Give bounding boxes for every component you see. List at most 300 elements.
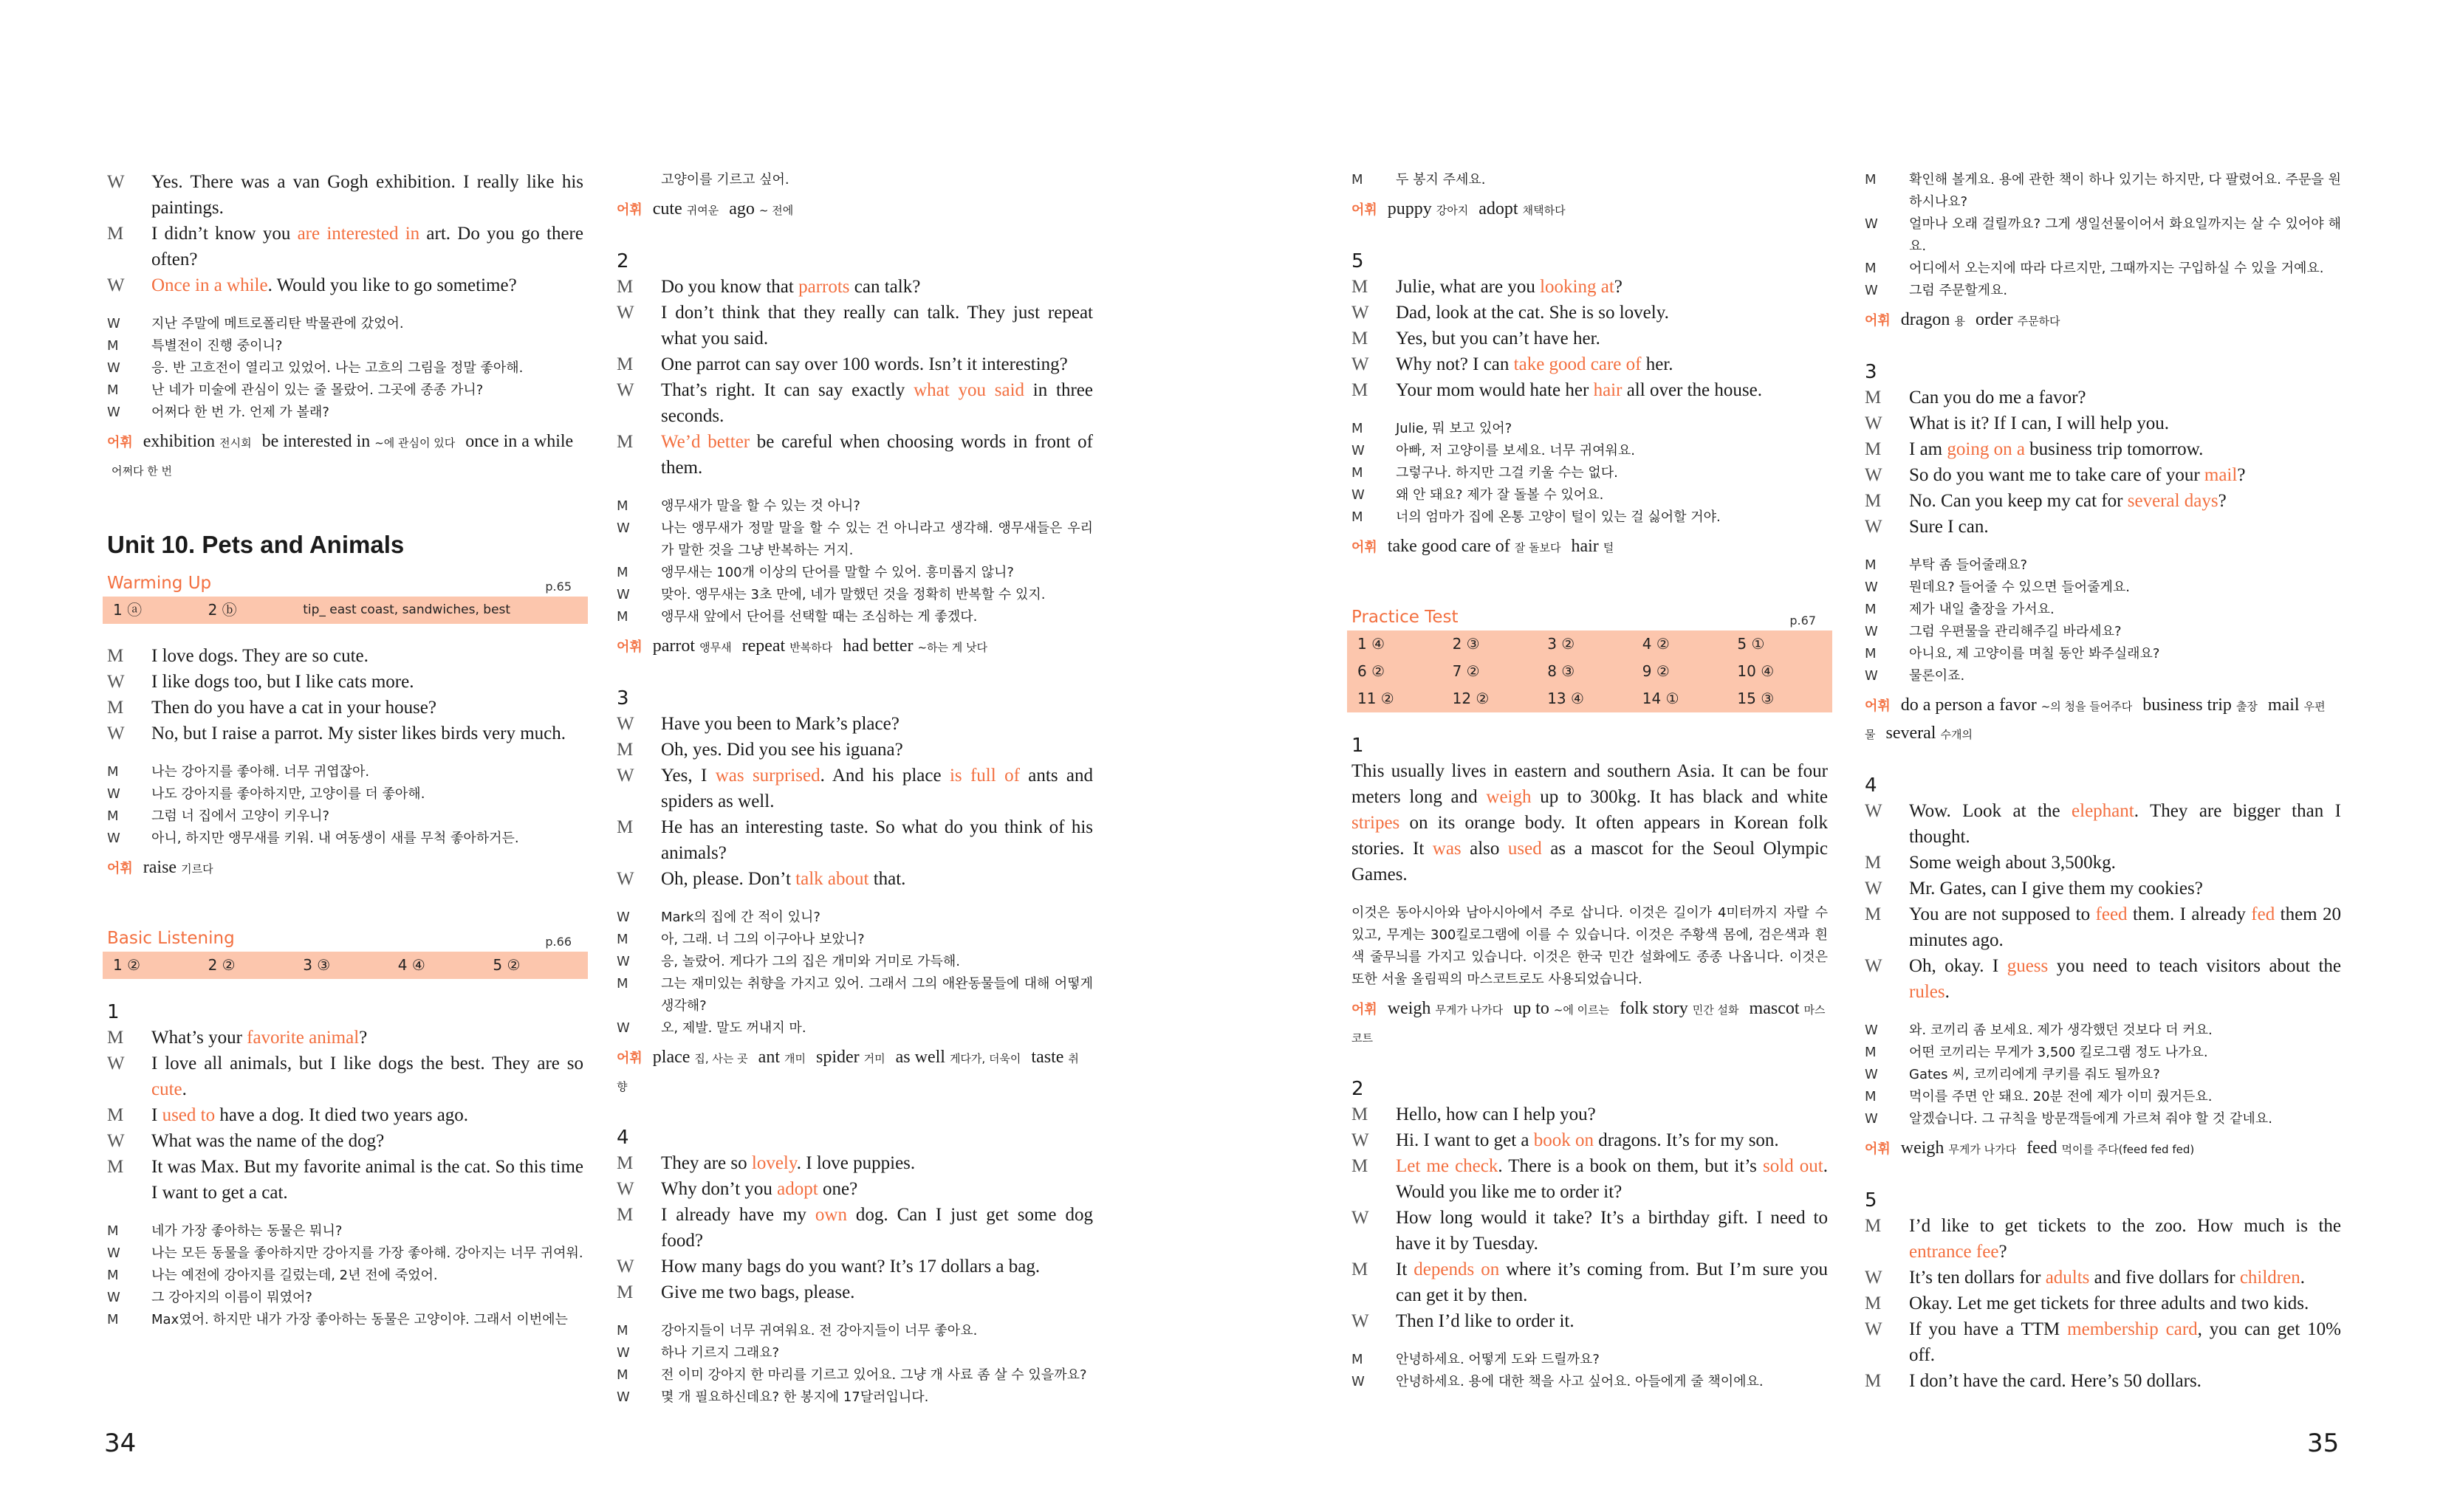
vocab-meaning: 주문하다 bbox=[2017, 315, 2060, 328]
speaker-label: W bbox=[617, 520, 630, 536]
question-number: 1 bbox=[107, 1001, 120, 1023]
dialogue-line bbox=[107, 1051, 583, 1102]
translation-line bbox=[107, 335, 583, 357]
dialogue-line bbox=[1865, 798, 2341, 850]
highlighted-phrase: are interested in bbox=[297, 224, 420, 244]
speaker-label: W bbox=[617, 380, 634, 400]
vocab-word: order bbox=[1975, 310, 2013, 329]
dialogue-text bbox=[661, 866, 1093, 892]
dialogue-line bbox=[617, 1279, 1093, 1305]
dialogue-text bbox=[1909, 385, 2341, 410]
dialogue-text bbox=[151, 272, 583, 298]
text-segment: He has an interesting taste. So what do you think of his animals? bbox=[661, 817, 1093, 863]
vocab-meaning: 앵무새 bbox=[699, 641, 732, 654]
vocabulary-label: 어휘 bbox=[107, 861, 133, 876]
dialogue-text bbox=[151, 1154, 583, 1206]
speaker-label: W bbox=[107, 360, 120, 376]
dialogue-line bbox=[617, 1150, 1093, 1176]
dialogue-text bbox=[151, 721, 583, 746]
highlighted-phrase: stripes bbox=[1351, 813, 1400, 833]
translation-line bbox=[1351, 440, 1828, 462]
dialogue-block bbox=[617, 711, 1093, 892]
speaker-label: M bbox=[1865, 172, 1877, 188]
text-segment: That’s right. It can say exactly bbox=[661, 380, 914, 400]
text-segment: I’d like to get tickets to the zoo. How much is the bbox=[1909, 1216, 2341, 1236]
translation-line bbox=[1865, 169, 2341, 213]
page-number-left: 34 bbox=[104, 1429, 137, 1458]
translation-line bbox=[107, 1220, 583, 1243]
speaker-label: W bbox=[1865, 879, 1882, 898]
text-segment: What’s your bbox=[151, 1028, 247, 1048]
vocab-word: as well bbox=[895, 1048, 945, 1067]
highlighted-phrase: was bbox=[1432, 839, 1462, 859]
vocab-word: several bbox=[1885, 724, 1936, 743]
translation-line bbox=[617, 973, 1093, 1017]
translation-line bbox=[617, 929, 1093, 951]
translation-line bbox=[1865, 280, 2341, 302]
speaker-label: M bbox=[1865, 261, 1877, 276]
speaker-label: M bbox=[1865, 602, 1877, 617]
speaker-label: M bbox=[1865, 1089, 1877, 1104]
speaker-label: M bbox=[1351, 1260, 1368, 1279]
answer-cell: 2 ⓑ bbox=[208, 601, 237, 619]
translation-block bbox=[1865, 1020, 2341, 1130]
translation-line bbox=[1865, 577, 2341, 599]
text-segment: They are so bbox=[661, 1153, 752, 1173]
vocabulary-list bbox=[1351, 196, 1828, 224]
speaker-label: W bbox=[617, 587, 630, 602]
dialogue-text bbox=[661, 1150, 1093, 1176]
vocab-word: taste bbox=[1031, 1048, 1064, 1067]
vocab-meaning: ~하는 게 낫다 bbox=[917, 641, 988, 654]
translation-text: 응, 놀랐어. 게다가 그의 집은 개미와 거미로 가득해. bbox=[661, 954, 960, 969]
vocab-meaning: ~에 이르는 bbox=[1553, 1003, 1610, 1017]
dialogue-line bbox=[107, 1025, 583, 1051]
text-segment: Mr. Gates, can I give them my cookies? bbox=[1909, 879, 2203, 898]
dialogue-line bbox=[107, 643, 583, 669]
dialogue-text bbox=[1396, 300, 1828, 326]
speaker-label: M bbox=[107, 338, 119, 354]
vocab-word: mail bbox=[2267, 695, 2300, 715]
translation-text: 맞아. 앵무새는 3초 만에, 네가 말했던 것을 정확히 반복할 수 있지. bbox=[661, 587, 1046, 602]
speaker-label: M bbox=[107, 1312, 119, 1327]
highlighted-phrase: take good care of bbox=[1513, 354, 1642, 374]
dialogue-line bbox=[617, 274, 1093, 300]
vocab-word: mascot bbox=[1749, 999, 1800, 1018]
speaker-label: M bbox=[617, 609, 628, 625]
translation-block bbox=[1351, 418, 1828, 529]
translation-text: 앵무새 앞에서 단어를 선택할 때는 조심하는 게 좋겠다. bbox=[661, 609, 978, 625]
dialogue-line bbox=[617, 377, 1093, 429]
dialogue-text bbox=[1909, 1368, 2341, 1394]
answer-cell: 5 ① bbox=[1737, 635, 1765, 653]
translation-line bbox=[1865, 554, 2341, 577]
text-segment: It’s ten dollars for bbox=[1909, 1268, 2046, 1288]
speaker-label: W bbox=[107, 724, 125, 743]
translation-text: 얼마나 오래 걸릴까요? 그게 생일선물이어서 화요일까지는 살 수 있어야 해요. bbox=[1909, 216, 2341, 254]
vocab-meaning: 기르다 bbox=[181, 862, 213, 876]
dialogue-line bbox=[1865, 488, 2341, 514]
text-segment: up to 300kg. It has black and white bbox=[1531, 787, 1828, 807]
vocabulary-list bbox=[1351, 995, 1828, 1051]
highlighted-phrase: what you said bbox=[914, 380, 1025, 400]
dialogue-line bbox=[1351, 326, 1828, 351]
vocabulary-list bbox=[617, 633, 1093, 661]
vocab-meaning: ~에 관심이 있다 bbox=[374, 436, 456, 450]
dialogue-line bbox=[1351, 1257, 1828, 1308]
page-reference: p.65 bbox=[545, 580, 572, 594]
dialogue-text bbox=[1396, 1153, 1828, 1205]
translation-line bbox=[1865, 213, 2341, 258]
dialogue-line bbox=[1865, 1316, 2341, 1368]
vocab-word: had better bbox=[843, 636, 914, 656]
dialogue-text bbox=[151, 1051, 583, 1102]
vocab-meaning: 무게가 나가다 bbox=[1948, 1143, 2017, 1156]
speaker-label: M bbox=[617, 1282, 634, 1302]
translation-line bbox=[107, 783, 583, 805]
dialogue-text bbox=[1909, 514, 2341, 540]
highlighted-phrase: cute bbox=[151, 1079, 182, 1099]
highlighted-phrase: adults bbox=[2045, 1268, 2090, 1288]
translation-line bbox=[617, 951, 1093, 973]
vocabulary-label: 어휘 bbox=[1865, 313, 1891, 329]
speaker-label: W bbox=[1865, 1319, 1882, 1339]
question-number: 1 bbox=[1351, 735, 1364, 757]
text-segment: I am bbox=[1909, 439, 1947, 459]
translation-line bbox=[1865, 258, 2341, 280]
speaker-label: W bbox=[1865, 1268, 1882, 1288]
answer-cell: 8 ③ bbox=[1547, 662, 1575, 680]
speaker-label: W bbox=[1865, 668, 1878, 684]
vocabulary-label: 어휘 bbox=[617, 639, 643, 655]
vocabulary-label: 어휘 bbox=[617, 202, 643, 218]
vocab-meaning: 민간 설화 bbox=[1692, 1003, 1739, 1017]
text-segment: Give me two bags, please. bbox=[661, 1282, 855, 1302]
highlighted-phrase: hair bbox=[1593, 380, 1623, 400]
translation-text: 와. 코끼리 좀 보세요. 제가 생각했던 것보다 더 커요. bbox=[1909, 1023, 2213, 1038]
text-segment: Then do you have a cat in your house? bbox=[151, 698, 436, 718]
dialogue-line bbox=[1351, 300, 1828, 326]
answer-key-section bbox=[1351, 607, 1828, 712]
text-segment: How many bags do you want? It’s 17 dollars a bag. bbox=[661, 1257, 1041, 1276]
translation-line bbox=[1865, 1086, 2341, 1108]
dialogue-line bbox=[107, 1128, 583, 1154]
translation-line bbox=[1865, 643, 2341, 665]
dialogue-line bbox=[107, 169, 583, 221]
translation-text: 나도 강아지를 좋아하지만, 고양이를 더 좋아해. bbox=[151, 786, 425, 802]
dialogue-text bbox=[1909, 901, 2341, 953]
vocabulary-label: 어휘 bbox=[1865, 698, 1891, 714]
speaker-label: M bbox=[107, 224, 124, 244]
vocabulary-list bbox=[1865, 1135, 2341, 1163]
translation-line bbox=[1865, 1042, 2341, 1064]
vocab-meaning: 잘 돌보다 bbox=[1514, 541, 1561, 554]
dialogue-line bbox=[617, 737, 1093, 763]
dialogue-text bbox=[1909, 436, 2341, 462]
speaker-label: W bbox=[107, 1054, 125, 1073]
answer-cell: 13 ④ bbox=[1547, 690, 1584, 707]
translation-line bbox=[617, 584, 1093, 606]
text-segment: as a mascot for the Seoul Olympic Games. bbox=[1351, 839, 1828, 884]
translation-text: 아, 그래. 너 그의 이구아나 보았니? bbox=[661, 932, 865, 947]
vocab-word: raise bbox=[143, 858, 177, 877]
text-segment: Okay. Let me get tickets for three adults and two kids. bbox=[1909, 1293, 2309, 1313]
vocabulary-list bbox=[1865, 306, 2341, 334]
speaker-label: W bbox=[107, 1290, 120, 1305]
dialogue-text bbox=[661, 429, 1093, 481]
vocab-meaning: 먹이를 주다(feed fed fed) bbox=[2061, 1143, 2195, 1156]
dialogue-block bbox=[1351, 1102, 1828, 1334]
vocabulary-label: 어휘 bbox=[617, 1051, 643, 1066]
speaker-label: W bbox=[617, 954, 630, 969]
text-segment: . Would you like me to order it? bbox=[1396, 1156, 1828, 1202]
question-number: 2 bbox=[617, 250, 629, 272]
translation-text: Max였어. 하지만 내가 가장 좋아하는 동물은 고양이야. 그래서 이번에는 bbox=[151, 1312, 568, 1327]
dialogue-block bbox=[1865, 1213, 2341, 1394]
speaker-label: W bbox=[1351, 443, 1365, 458]
highlighted-phrase: parrots bbox=[798, 277, 850, 297]
highlighted-phrase: children bbox=[2239, 1268, 2300, 1288]
vocab-meaning: 귀여운 bbox=[686, 204, 719, 217]
translation-line bbox=[1351, 1349, 1828, 1371]
speaker-label: W bbox=[1351, 487, 1365, 503]
dialogue-line bbox=[617, 1202, 1093, 1254]
speaker-label: W bbox=[617, 869, 634, 889]
speaker-label: M bbox=[617, 354, 634, 374]
dialogue-text bbox=[1909, 1213, 2341, 1265]
text-segment: I love all animals, but I like dogs the best. They are so bbox=[151, 1054, 583, 1073]
text-segment: Sure I can. bbox=[1909, 517, 1989, 537]
dialogue-line bbox=[1351, 1205, 1828, 1257]
speaker-label: M bbox=[1865, 1045, 1877, 1060]
dialogue-line bbox=[1351, 1153, 1828, 1205]
dialogue-line bbox=[107, 695, 583, 721]
speaker-label: M bbox=[617, 817, 634, 837]
vocab-word: dragon bbox=[1900, 310, 1950, 329]
column-2 bbox=[617, 169, 1093, 1409]
vocab-word: up to bbox=[1513, 999, 1549, 1018]
translation-text: 전 이미 강아지 한 마리를 기르고 있어요. 그냥 개 사료 좀 살 수 있을까요? bbox=[661, 1367, 1087, 1383]
text-segment: can talk? bbox=[849, 277, 921, 297]
speaker-label: M bbox=[617, 932, 628, 947]
text-segment: Yes, I bbox=[661, 766, 716, 786]
highlighted-phrase: was surprised bbox=[715, 766, 820, 786]
speaker-label: M bbox=[107, 1105, 124, 1125]
dialogue-text bbox=[151, 669, 583, 695]
vocabulary-label: 어휘 bbox=[107, 435, 133, 450]
text-segment: ? bbox=[359, 1028, 368, 1048]
vocab-word: cute bbox=[652, 199, 682, 219]
answer-cell: 3 ③ bbox=[303, 956, 331, 974]
answer-cell: 12 ② bbox=[1452, 690, 1490, 707]
translation-text: 뭔데요? 들어줄 수 있으면 들어줄게요. bbox=[1909, 580, 2130, 595]
translation-text: 두 봉지 주세요. bbox=[1396, 172, 1486, 188]
speaker-label: W bbox=[1865, 624, 1878, 639]
text-segment: where it’s coming from. But I’m sure you can get it by then. bbox=[1396, 1260, 1829, 1305]
dialogue-text bbox=[1396, 326, 1828, 351]
dialogue-text bbox=[661, 1279, 1093, 1305]
dialogue-line bbox=[1351, 1127, 1828, 1153]
vocab-word: weigh bbox=[1387, 999, 1431, 1018]
translation-text: 왜 안 돼요? 제가 잘 돌볼 수 있어요. bbox=[1396, 487, 1604, 503]
text-segment: be careful when choosing words in front of them. bbox=[661, 432, 1093, 478]
translation-block bbox=[617, 907, 1093, 1040]
answer-cell: 14 ① bbox=[1642, 690, 1679, 707]
translation-text: Julie, 뭐 보고 있어? bbox=[1396, 421, 1512, 436]
translation-text: 먹이를 주면 안 돼요. 20분 전에 제가 이미 줬거든요. bbox=[1909, 1089, 2213, 1104]
speaker-label: W bbox=[617, 303, 634, 323]
dialogue-line bbox=[617, 429, 1093, 481]
dialogue-block bbox=[1351, 274, 1828, 403]
dialogue-text bbox=[1909, 798, 2341, 850]
dialogue-text bbox=[1396, 1205, 1828, 1257]
translation-text: 몇 개 필요하신데요? 한 봉지에 17달러입니다. bbox=[661, 1389, 929, 1405]
translation-line bbox=[1351, 506, 1828, 529]
vocab-word: puppy bbox=[1387, 199, 1432, 219]
translation-text: 지난 주말에 메트로폴리탄 박물관에 갔었어. bbox=[151, 316, 404, 331]
vocabulary-list bbox=[1865, 692, 2341, 748]
vocab-meaning: 털 bbox=[1603, 541, 1614, 554]
translation-line bbox=[107, 828, 583, 850]
vocab-meaning: ~의 청을 들어주다 bbox=[2041, 700, 2133, 713]
text-segment: that. bbox=[868, 869, 906, 889]
dialogue-text bbox=[151, 1025, 583, 1051]
dialogue-text bbox=[661, 1254, 1093, 1279]
highlighted-phrase: used to bbox=[162, 1105, 216, 1125]
text-segment: I don’t think that they really can talk. They just repeat what you said. bbox=[661, 303, 1093, 348]
text-segment: What is it? If I can, I will help you. bbox=[1909, 413, 2169, 433]
vocab-word: spider bbox=[815, 1048, 860, 1067]
dialogue-text bbox=[151, 169, 583, 221]
dialogue-line bbox=[617, 1176, 1093, 1202]
text-segment: Why don’t you bbox=[661, 1179, 778, 1199]
speaker-label: W bbox=[1351, 1374, 1365, 1389]
translation-block bbox=[107, 761, 583, 850]
answer-key-section bbox=[107, 928, 583, 979]
speaker-label: M bbox=[107, 808, 119, 824]
translation-line bbox=[1351, 462, 1828, 484]
answer-cell: 9 ② bbox=[1642, 662, 1670, 680]
speaker-label: W bbox=[1865, 1111, 1878, 1127]
translation-text: 안녕하세요. 용에 대한 책을 사고 싶어요. 아들에게 줄 책이에요. bbox=[1396, 1374, 1764, 1389]
answer-key-bar bbox=[1347, 630, 1832, 712]
dialogue-text bbox=[151, 221, 583, 272]
speaker-label: M bbox=[1865, 439, 1882, 459]
speaker-label: M bbox=[1351, 1156, 1368, 1176]
speaker-label: W bbox=[1865, 517, 1882, 537]
text-segment: You are not supposed to bbox=[1909, 904, 2096, 924]
vocab-meaning: 수개의 bbox=[1940, 728, 1973, 741]
speaker-label: M bbox=[1865, 388, 1882, 408]
translation-text: 그럼 주문할게요. bbox=[1909, 283, 2008, 298]
text-segment: This usually lives in eastern and southern Asia. It can be four meters long and bbox=[1351, 761, 1828, 807]
highlighted-phrase: is full of bbox=[949, 766, 1020, 786]
speaker-label: M bbox=[617, 432, 634, 452]
vocab-word: hair bbox=[1571, 537, 1599, 556]
text-segment: one? bbox=[818, 1179, 858, 1199]
highlighted-phrase: talk about bbox=[795, 869, 869, 889]
translation-text: 알겠습니다. 그 규칙을 방문객들에게 가르쳐 줘야 할 것 같네요. bbox=[1909, 1111, 2272, 1127]
speaker-label: W bbox=[617, 910, 630, 925]
text-segment: It was Max. But my favorite animal is the cat. So this time I want to get a cat. bbox=[151, 1157, 583, 1203]
translation-line bbox=[1865, 1108, 2341, 1130]
text-segment: It bbox=[1396, 1260, 1414, 1279]
answer-cell: 1 ④ bbox=[1357, 635, 1385, 653]
dialogue-line bbox=[1865, 876, 2341, 901]
speaker-label: W bbox=[1865, 801, 1882, 821]
dialogue-block bbox=[1865, 385, 2341, 540]
text-segment: art. Do you go there often? bbox=[151, 224, 583, 269]
dialogue-text bbox=[151, 1128, 583, 1154]
dialogue-text bbox=[661, 737, 1093, 763]
dialogue-line bbox=[107, 1102, 583, 1128]
page-reference: p.66 bbox=[545, 935, 572, 949]
speaker-label: M bbox=[107, 382, 119, 398]
text-segment: If you have a TTM bbox=[1909, 1319, 2068, 1339]
dialogue-line bbox=[1865, 1368, 2341, 1394]
dialogue-line bbox=[107, 272, 583, 298]
text-segment: Oh, please. Don’t bbox=[661, 869, 796, 889]
translation-text: 안녕하세요. 어떻게 도와 드릴까요? bbox=[1396, 1352, 1600, 1367]
dialogue-text bbox=[1396, 1102, 1828, 1127]
dialogue-text bbox=[1909, 462, 2341, 488]
speaker-label: W bbox=[617, 1257, 634, 1276]
speaker-label: M bbox=[617, 565, 628, 580]
speaker-label: M bbox=[1865, 1293, 1882, 1313]
dialogue-text bbox=[1909, 953, 2341, 1005]
text-segment: business trip tomorrow. bbox=[2024, 439, 2204, 459]
dialogue-line bbox=[1865, 850, 2341, 876]
speaker-label: M bbox=[1351, 465, 1363, 481]
speaker-label: W bbox=[1865, 1023, 1878, 1038]
speaker-label: W bbox=[617, 766, 634, 786]
vocab-meaning: 반복하다 bbox=[789, 641, 833, 654]
text-segment: . Would you like to go sometime? bbox=[267, 275, 517, 295]
text-segment: . bbox=[182, 1079, 187, 1099]
column-3 bbox=[1351, 169, 1828, 1393]
translation-line bbox=[617, 169, 1093, 191]
speaker-label: W bbox=[1351, 354, 1369, 374]
vocab-word: once in a while bbox=[465, 432, 574, 451]
answer-key-header bbox=[107, 928, 583, 949]
translation-text: 어디에서 오는지에 따라 다르지만, 그때까지는 구입하실 수 있을 거예요. bbox=[1909, 261, 2324, 276]
answer-cell: 4 ② bbox=[1642, 635, 1670, 653]
translation-line bbox=[617, 1320, 1093, 1342]
translation-line bbox=[617, 907, 1093, 929]
translation-block bbox=[1865, 169, 2341, 302]
text-segment: I like dogs too, but I like cats more. bbox=[151, 672, 414, 692]
translation-block bbox=[617, 1320, 1093, 1409]
dialogue-line bbox=[1865, 1291, 2341, 1316]
speaker-label: M bbox=[1351, 1352, 1363, 1367]
translation-text: 특별전이 진행 중이니? bbox=[151, 338, 283, 354]
highlighted-phrase: mail bbox=[2204, 465, 2238, 485]
vocab-word: parrot bbox=[652, 636, 696, 656]
translation-text: 그는 재미있는 취향을 가지고 있어. 그래서 그의 애완동물들에 대해 어떻게 생각해? bbox=[661, 976, 1093, 1014]
text-segment: you need to teach visitors about the bbox=[2048, 956, 2341, 976]
speaker-label: W bbox=[107, 786, 120, 802]
dialogue-block bbox=[107, 643, 583, 746]
translation-text: 어쩌다 한 번 가. 언제 가 볼래? bbox=[151, 405, 329, 420]
highlighted-phrase: guess bbox=[2007, 956, 2049, 976]
speaker-label: W bbox=[1351, 1208, 1369, 1228]
vocabulary-label: 어휘 bbox=[1865, 1141, 1891, 1157]
answer-cell: 11 ② bbox=[1357, 690, 1394, 707]
answer-key-section bbox=[107, 573, 583, 624]
highlighted-phrase: We’d better bbox=[661, 432, 750, 452]
speaker-label: W bbox=[1865, 283, 1878, 298]
dialogue-line bbox=[1865, 462, 2341, 488]
